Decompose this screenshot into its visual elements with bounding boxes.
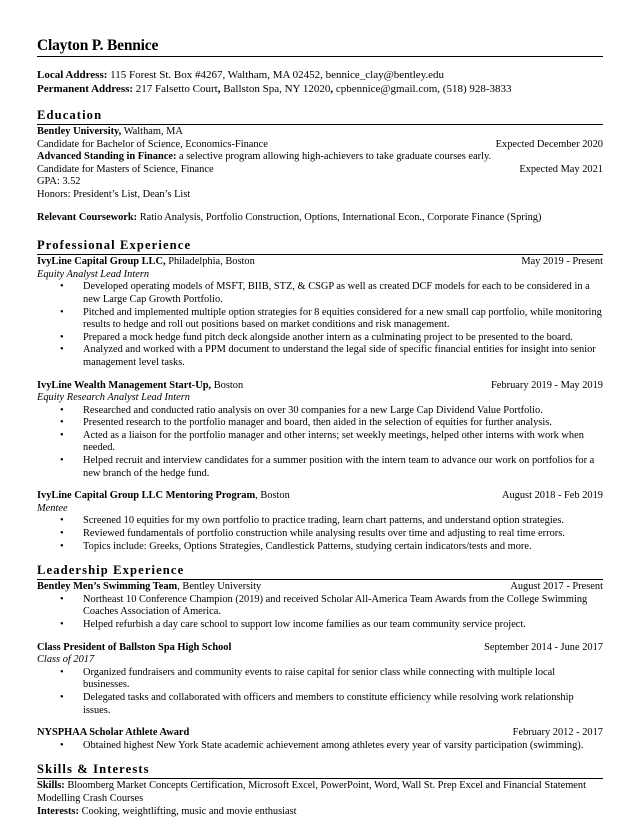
bullet-icon: • [60,404,64,416]
bullet-item [37,594,603,619]
entry-location: , Bentley University [177,581,262,593]
entry-org: IvyLine Capital Group LLC, [37,256,166,268]
entry [37,727,603,752]
entry-role: Equity Analyst Lead Intern [37,268,150,280]
bullet-text: Helped refurbish a day care school to support low income families as our team community service project. [83,619,526,630]
skills-label: Skills: [37,780,65,792]
entry-title [37,642,231,655]
entry-title [37,581,261,594]
candidate-name: Clayton P. Bennice [37,37,159,54]
school-line [37,126,603,139]
entry-role: Mentee [37,502,68,514]
entry-org: Bentley Men’s Swimming Team [37,581,178,593]
coursework-text: Ratio Analysis, Portfolio Construction, Options, International Econ., Corporate Finance (Spring) [139,211,542,223]
bullet-text: Analyzed and worked with a PPM document to understand the legal side of specific financial entities for insight into senior management level tasks. [83,344,596,368]
permanent-address-city: Ballston Spa, NY 12020 [223,83,331,95]
section-title-skills: Skills & Interests [37,762,150,777]
bullet-item [37,619,603,632]
bullet-item [37,430,603,455]
bullet-item [37,667,603,692]
local-address-label: Local Address: [37,69,108,81]
bullet-icon: • [60,739,64,751]
entry-title [37,380,243,393]
entry-org: NYSPHAA Scholar Athlete Award [37,727,190,739]
bullet-text: Northeast 10 Conference Champion (2019) and received Scholar All-America Team Awards from the College Swimming Coaches Association of America. [83,593,588,618]
entry-date: August 2018 - Feb 2019 [501,490,603,502]
bullet-text: Prepared a mock hedge fund pitch deck alongside another intern as a culminating project to be presented to the board. [83,331,573,343]
entry [37,256,603,369]
entry-location: , Boston [255,490,290,502]
entry-org: Class President of Ballston Spa High School [37,641,232,653]
entry [37,490,603,553]
bullet-icon: • [60,528,64,540]
bullet-item [37,692,603,717]
skills-text: Bloomberg Market Concepts Certification, Microsoft Excel, PowerPoint, Word, Wall St. Prep Excel and Financial Statement Modelling Crash Courses [37,780,586,804]
section-title-education: Education [37,108,103,122]
bullet-item [37,332,603,345]
bullet-icon: • [60,540,64,552]
local-address-line [37,68,603,82]
bullet-icon: • [60,344,64,356]
entry-title [37,727,189,740]
degree-date: Expected December 2020 [495,138,603,150]
bullet-list [37,594,603,632]
section-divider [37,124,603,125]
contact-block [37,68,603,96]
advanced-standing-label: Advanced Standing in Finance: [37,151,177,163]
degree-name: Candidate for Masters of Science, Finance [37,163,214,175]
entry-spacer [37,632,603,642]
bullet-item [37,405,603,418]
honors-line: Honors: President’s List, Dean’s List [37,188,191,200]
entry-date: August 2017 - Present [510,581,603,593]
skills-line [37,780,603,805]
bullet-item [37,528,603,541]
interests-line [37,806,603,819]
entry-date: February 2012 - 2017 [512,727,603,739]
bullet-text: Developed operating models of MSFT, BIIB, STZ, & CSGP as well as created DCF models for each to be considered in a new Large Cap Growth Portfolio. [83,281,590,305]
coursework-label: Relevant Coursework: [37,211,138,223]
bullet-item [37,455,603,480]
entry-spacer [37,480,603,490]
entry [37,581,603,631]
permanent-address-contact: cpbennice@gmail.com, (518) 928-3833 [335,83,512,95]
permanent-address-sep: , [330,83,334,95]
local-address-value: 115 Forest St. Box #4267, Waltham, MA 02452, bennice_clay@bentley.edu [110,69,445,81]
skills-section [37,762,603,818]
advanced-standing-line [37,151,603,164]
section-divider [37,579,603,580]
bullet-text: Presented research to the portfolio manager and board, then aided in the selection of equities for further analysis. [83,417,552,429]
entry-header [37,380,603,393]
resume-page [37,36,603,818]
section-divider [37,254,603,255]
degree-line [37,139,603,152]
permanent-address-sep: , [217,83,221,95]
bullet-icon: • [60,515,64,527]
bullet-icon: • [60,691,64,703]
section-divider [37,778,603,779]
bullet-item [37,281,603,306]
entry-role: Equity Research Analyst Lead Intern [37,392,190,404]
permanent-address-street: 217 Falsetto Court [135,83,218,95]
bullet-item [37,307,603,332]
gpa-line: GPA: 3.52 [37,176,81,188]
bullet-icon: • [60,331,64,343]
bullet-icon: • [60,666,64,678]
entry-spacer [37,717,603,727]
bullet-item [37,344,603,369]
entry [37,642,603,718]
section-title-leadership: Leadership Experience [37,563,185,578]
coursework-line [37,212,603,225]
bullet-item [37,515,603,528]
bullet-text: Helped recruit and interview candidates for a summer position with the intern team to advance our work on portfolios for a new branch of the hedge fund. [83,455,595,479]
education-section [37,108,603,224]
degree-name: Candidate for Bachelor of Science, Economics-Finance [37,138,268,150]
leadership-section [37,563,603,752]
permanent-address-label: Permanent Address: [37,83,134,95]
bullet-icon: • [60,619,64,630]
section-title-experience: Professional Experience [37,238,192,253]
entry-org: IvyLine Wealth Management Start-Up, [37,379,212,391]
interests-label: Interests: [37,805,79,817]
entry-location: Philadelphia, Boston [168,256,255,268]
bullet-text: Pitched and implemented multiple option strategies for 8 equities considered for a new small cap portfolio, while monitoring results to hedge and roll out positions based on market conditions and risk management. [83,306,602,331]
entry-date: May 2019 - Present [521,256,603,268]
entry-header [37,490,603,503]
entry-title [37,256,255,269]
bullet-item [37,417,603,430]
entry-date: September 2014 - June 2017 [484,641,603,653]
experience-list [37,256,603,553]
bullet-text: Organized fundraisers and community events to raise capital for senior class while connecting with multiple local businesses. [83,666,556,691]
bullet-icon: • [60,593,64,605]
leadership-list [37,581,603,752]
school-location: Waltham, MA [123,126,183,137]
name-divider [37,56,603,57]
bullet-list [37,281,603,369]
advanced-standing-text: a selective program allowing high-achievers to take graduate courses early. [179,151,492,163]
bullet-item [37,740,603,753]
interests-text: Cooking, weightlifting, music and movie enthusiast [81,805,297,817]
bullet-list [37,740,603,753]
bullet-icon: • [60,455,64,467]
school-name: Bentley University, [37,126,122,137]
degree-date: Expected May 2021 [519,163,603,175]
bullet-text: Topics include: Greeks, Options Strategies, Candlestick Patterns, studying certain indicators/tests and more. [83,540,532,552]
entry-location: Boston [213,379,244,391]
bullet-icon: • [60,281,64,293]
entry-spacer [37,370,603,380]
bullet-icon: • [60,429,64,441]
degree-line [37,164,603,177]
entry-header [37,256,603,269]
entry-org: IvyLine Capital Group LLC Mentoring Program [37,490,256,502]
entry-date: February 2019 - May 2019 [491,379,603,391]
bullet-text: Researched and conducted ratio analysis on over 30 companies for a new Large Cap Dividend Value Portfolio. [83,404,543,416]
entry-title [37,490,290,503]
bullet-text: Screened 10 equities for my own portfolio to practice trading, learn chart patterns, and understand option strategies. [83,515,564,527]
entry-header [37,727,603,740]
entry-header [37,642,603,655]
entry [37,380,603,481]
bullet-text: Reviewed fundamentals of portfolio construction while analysing results over time and adjusting to real time errors. [83,528,565,540]
entry-role: Class of 2017 [37,654,95,666]
permanent-address-line [37,82,603,96]
entry-header [37,581,603,594]
experience-section [37,238,603,553]
bullet-list [37,515,603,553]
bullet-item [37,541,603,554]
bullet-list [37,667,603,717]
bullet-icon: • [60,306,64,318]
bullet-list [37,405,603,481]
bullet-text: Obtained highest New York State academic achievement among athletes every year of varsity participation (swimming). [83,739,584,751]
bullet-text: Delegated tasks and collaborated with officers and members to constitute efficiency while resolving work relationship issues. [83,691,574,716]
bullet-icon: • [60,417,64,429]
bullet-text: Acted as a liaison for the portfolio manager and other interns; set weekly meetings, helped other interns with work when needed. [83,429,584,454]
